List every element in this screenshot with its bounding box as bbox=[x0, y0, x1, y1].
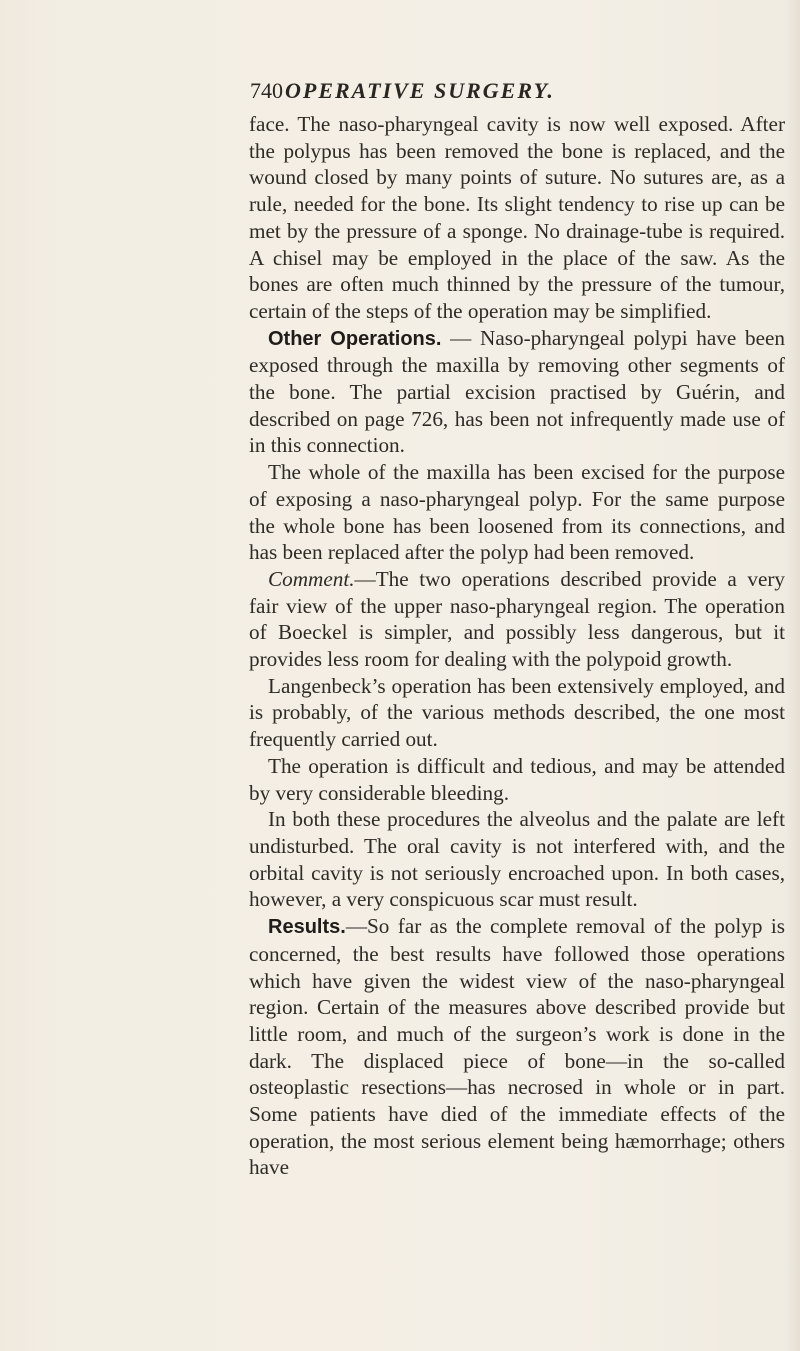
paragraph-whole-maxilla: The whole of the maxilla has been excised for the purpose of exposing a naso-pharyngeal polyp. For the same purpose the whole bone has been loosened from its connections, and has been replaced after the polyp had been removed. bbox=[249, 460, 785, 565]
paragraph-langenbeck: Langenbeck’s operation has been extensively employed, and is probably, of the various methods described, the one most frequently carried out. bbox=[249, 673, 785, 752]
paragraph-text: — Naso-pharyngeal polypi have been exposed through the maxilla by removing other segments of the bone. The partial excision practised by Guérin, and described on page 726, has been not infrequently made use of in this connection. bbox=[249, 325, 785, 458]
paragraph-procedures: In both these procedures the alveolus and the palate are left undisturbed. The oral cavity is not interfered with, and the orbital cavity is not seriously encroached upon. In both cases, however, a very conspicuous scar must result. bbox=[249, 807, 785, 912]
paragraph-other-operations bbox=[249, 325, 785, 460]
paragraph-results bbox=[249, 913, 785, 1181]
paragraph-text: —So far as the complete removal of the polyp is concerned, the best results have followed those operations which have given the widest view of the naso-pharyngeal region. Certain of the measures above described provide but little room, and much of the surgeon’s work is done in the dark. The displaced piece of bone—in the so-called osteoplastic resections—has necrosed in whole or in part. Some patients have died of the immediate effects of the operation, the most serious element being hæmorrhage; others have bbox=[249, 914, 785, 1180]
section-heading-results: Results. bbox=[268, 916, 346, 939]
paragraph-text: —The two operations described provide a very fair view of the upper naso-pharyngeal region. The operation of Boeckel is simpler, and possibly less dangerous, but it provides less room for dealing with the polypoid growth. bbox=[249, 566, 785, 672]
comment-label: Comment. bbox=[268, 566, 355, 591]
page-body bbox=[249, 111, 785, 1181]
page-edge-shadow bbox=[786, 0, 800, 1351]
section-heading-other-operations: Other Operations. bbox=[268, 327, 442, 350]
running-title: OPERATIVE SURGERY. bbox=[285, 78, 555, 103]
paragraph-difficult: The operation is difficult and tedious, and may be attended by very considerable bleeding. bbox=[249, 753, 785, 805]
paragraph-continuation: face. The naso-pharyngeal cavity is now well exposed. After the polypus has been removed the bone is replaced, and the wound closed by many points of suture. No sutures are, as a rule, needed for the bone. Its slight tendency to rise up can be met by the pressure of a sponge. No drainage-tube is required. A chisel may be employed in the place of the saw. As the bones are often much thinned by the pressure of the tumour, certain of the steps of the operation may be simplified. bbox=[249, 112, 785, 323]
paragraph-comment bbox=[249, 566, 785, 673]
page-number: 740 bbox=[250, 78, 283, 103]
